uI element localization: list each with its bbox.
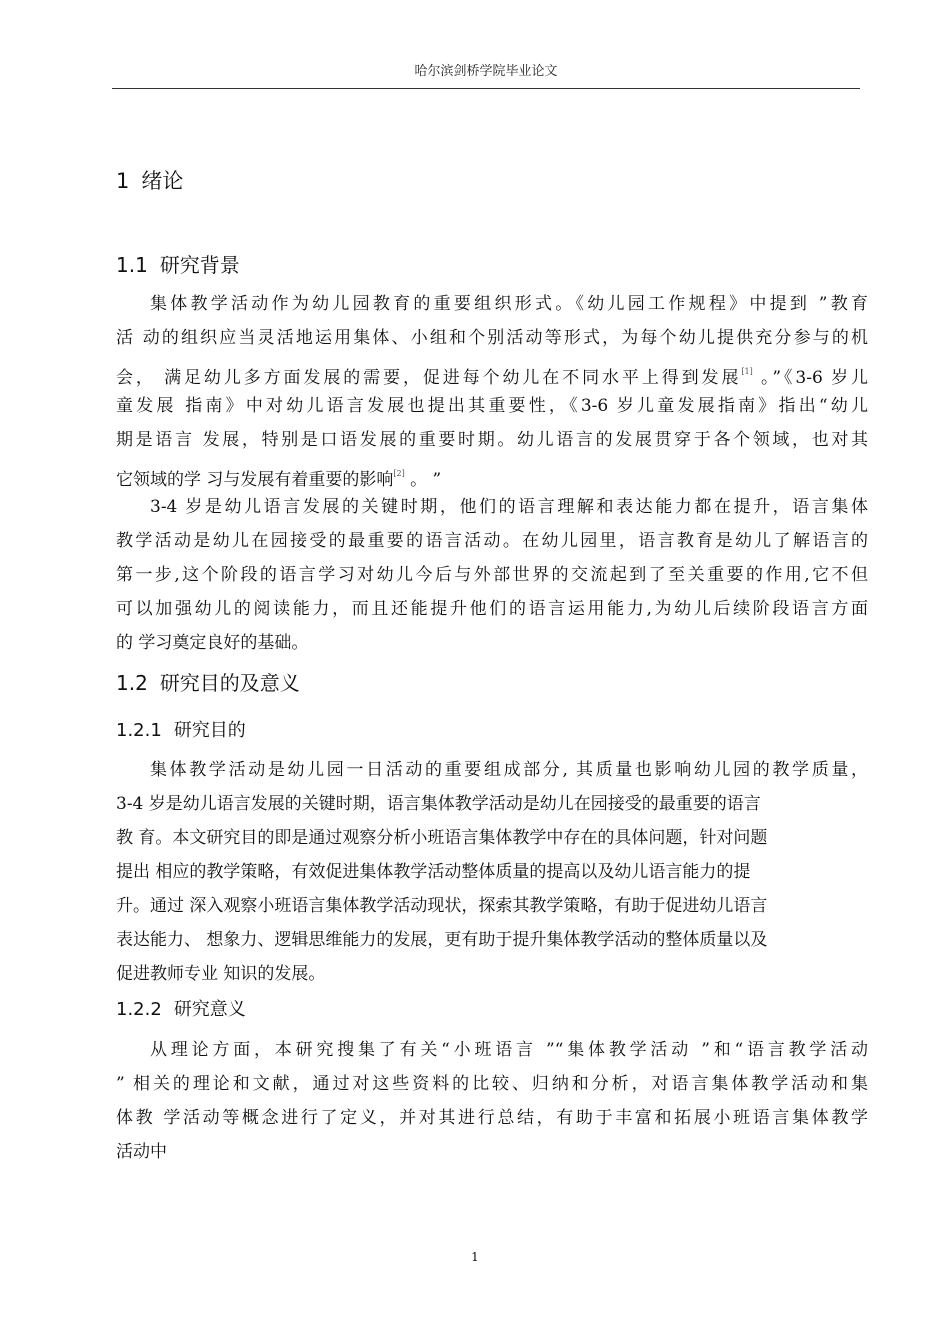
subsection-number: 1.2.2 (116, 999, 162, 1020)
text-line: 促进教师专业 知识的发展。 (116, 964, 326, 984)
citation-ref: [1] (741, 367, 753, 376)
text-line: 表达能力、 想象力、逻辑思维能力的发展，更有助于提升集体教学活动的整体质量以及 (116, 930, 768, 950)
text-segment: 。 ” (404, 470, 442, 490)
paragraph-significance (116, 1033, 868, 1169)
section-number: 1.2 (116, 671, 148, 695)
subsection-number: 1.2.1 (116, 720, 162, 741)
text-line: 童发展 指南》中对幼儿语言发展也提出其重要性，《3-6 岁儿童发展指南》指出“幼儿 (116, 396, 868, 416)
text-line: 可以加强幼儿的阅读能力，而且还能提升他们的语言运用能力,为幼儿后续阶段语言方面 (116, 599, 868, 619)
text-line: 教学活动是幼儿在园接受的最重要的语言活动。在幼儿园里，语言教育是幼儿了解语言的 (116, 531, 868, 551)
chapter-heading (116, 165, 183, 195)
text-segment: 会， 满足幼儿多方面发展的需要，促进每个幼儿在不同水平上得到发展 (116, 368, 742, 388)
paragraph-background-1 (116, 287, 868, 491)
text-segment: 它领域的学 习与发展有着重要的影响 (116, 470, 394, 490)
chapter-title: 绪论 (141, 169, 184, 193)
section-heading-1-2 (116, 667, 300, 696)
paragraph-background-2 (116, 490, 868, 660)
subsection-title: 研究目的 (173, 720, 246, 741)
chapter-number: 1 (116, 169, 130, 193)
text-line: 提出 相应的教学策略，有效促进集体教学活动整体质量的提高以及幼儿语言能力的提 (116, 862, 751, 882)
text-line (116, 457, 868, 491)
text-line: 活动中 (116, 1142, 167, 1162)
text-line: 3-4 岁是幼儿语言发展的关键时期，语言集体教学活动是幼儿在园接受的最重要的语言 (116, 794, 761, 814)
citation-ref: [2] (393, 469, 405, 478)
text-line: 期是语言 发展，特别是口语发展的重要时期。幼儿语言的发展贯穿于各个领域，也对其 (116, 430, 868, 450)
section-heading-1-1 (116, 249, 240, 278)
paragraph-purpose (116, 753, 868, 991)
text-line: 集体教学活动是幼儿园一日活动的重要组成部分, 其质量也影响幼儿园的教学质量， (150, 760, 868, 780)
page-number: 1 (471, 1250, 479, 1264)
section-number: 1.1 (116, 253, 148, 277)
text-line: 活 动的组织应当灵活地运用集体、小组和个别活动等形式，为每个幼儿提供充分参与的机 (116, 328, 868, 348)
text-line: 从理论方面，本研究搜集了有关“小班语言 ”“集体教学活动 ”和“语言教学活动 (150, 1040, 868, 1060)
text-line: 集体教学活动作为幼儿园教育的重要组织形式。《幼儿园工作规程》中提到 ”教育 (150, 294, 868, 314)
page-header: 哈尔滨剑桥学院毕业论文 (112, 64, 860, 89)
subsection-heading-1-2-2 (116, 995, 246, 1021)
text-line: 3-4 岁是幼儿语言发展的关键时期，他们的语言理解和表达能力都在提升，语言集体 (150, 497, 868, 517)
subsection-heading-1-2-1 (116, 716, 246, 742)
text-line: 的 学习奠定良好的基础。 (116, 633, 309, 653)
section-title: 研究背景 (159, 253, 240, 277)
text-line: 体教 学活动等概念进行了定义，并对其进行总结，有助于丰富和拓展小班语言集体教学 (116, 1108, 868, 1128)
text-line: 第一步,这个阶段的语言学习对幼儿今后与外部世界的交流起到了至关重要的作用,它不但 (116, 565, 868, 585)
section-title: 研究目的及意义 (159, 671, 300, 695)
text-line (116, 355, 868, 389)
text-segment: 。”《3-6 岁儿 (752, 368, 869, 388)
text-line: 教 育。本文研究目的即是通过观察分析小班语言集体教学中存在的具体问题，针对问题 (116, 828, 768, 848)
text-line: ” 相关的理论和文献，通过对这些资料的比较、归纳和分析，对语言集体教学活动和集 (116, 1074, 868, 1094)
text-line: 升。通过 深入观察小班语言集体教学活动现状，探索其教学策略，有助于促进幼儿语言 (116, 896, 768, 916)
subsection-title: 研究意义 (173, 999, 246, 1020)
